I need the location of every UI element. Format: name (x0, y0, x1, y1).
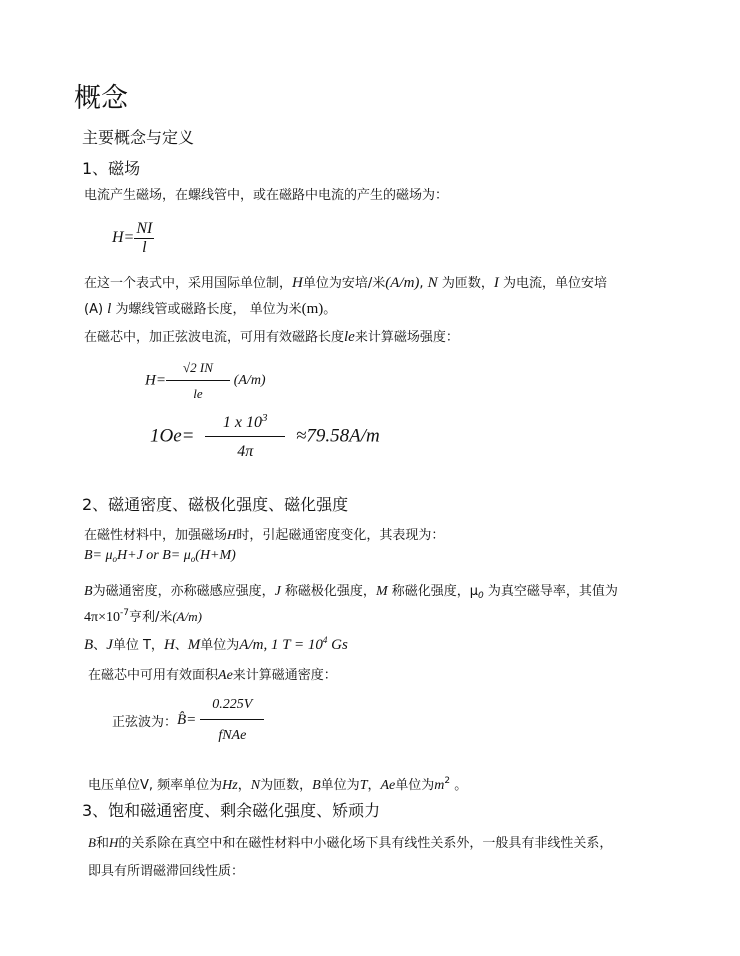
symbol-b: B (88, 835, 96, 850)
symbol-mu: μ (469, 584, 479, 599)
section-2-paragraph-6 (88, 774, 467, 794)
section-subtitle: 主要概念与定义 (82, 128, 195, 147)
text-run: 在磁芯中可用有效面积 (88, 668, 219, 683)
exponent: 2 (444, 776, 451, 786)
symbol-h: H (163, 637, 175, 653)
equation-b-h-j-m (84, 548, 236, 564)
section-1-paragraph-4 (84, 326, 459, 346)
text-run: 单位为 (200, 638, 240, 653)
symbol-ae: Ae (380, 778, 396, 793)
text-run: 单位为 (320, 778, 360, 793)
formula-label: 正弦波为： (112, 715, 178, 730)
formula-lhs: H= (112, 229, 135, 247)
text-run: 亨利/米 (128, 610, 173, 625)
section-3-paragraph-2: 即具有所谓磁滞回线性质： (88, 864, 245, 879)
symbol-m: M (187, 637, 201, 653)
formula-sine-wave-b (112, 697, 264, 744)
exponent: 4 (322, 635, 328, 645)
text-run: (A) (84, 302, 108, 317)
text-run: 来计算磁通密度： (232, 668, 337, 683)
section-2-heading: 2、磁通密度、磁极化强度、磁化强度 (82, 495, 349, 514)
unit-gs: Gs (327, 637, 348, 653)
formula-lhs: 1Oe= (150, 425, 195, 447)
text-run: 来计算磁场强度： (354, 330, 459, 345)
formula-numerator: 0.225V (212, 697, 253, 712)
text-run: ， (367, 778, 381, 793)
text-run: 的关系除在真空中和在磁性材料中小磁化场下具有线性关系外，一般具有非线性关系， (118, 836, 613, 851)
text-run: 时，引起磁通密度变化，其表现为： (236, 528, 445, 543)
formula-denominator: 4π (205, 436, 285, 461)
formula-denominator: l (134, 238, 154, 257)
unit-a-per-m: (A/m) (385, 275, 420, 291)
formula-denominator: le (166, 380, 230, 402)
text-run: 和 (95, 836, 109, 851)
section-3-paragraph-1 (88, 832, 612, 851)
section-2-paragraph-4 (84, 634, 348, 654)
text-run: 4π×10 (84, 610, 120, 625)
symbol-b: B (84, 637, 94, 653)
symbol-ae: Ae (218, 668, 233, 683)
formula-numerator: 1 x 10 (222, 414, 263, 431)
text-run: 、 (93, 638, 107, 653)
formula-numerator: √2 IN (183, 360, 213, 375)
formula-denominator: fNAe (200, 719, 264, 744)
text-run: 单位为安培/米 (302, 276, 386, 291)
text-run: , (419, 276, 428, 291)
formula-numerator-exponent: 3 (262, 412, 268, 424)
eq-subscript: o (190, 554, 196, 564)
symbol-m: M (375, 584, 388, 599)
section-2-paragraph-3 (84, 606, 202, 626)
symbol-b: B (312, 778, 321, 793)
symbol-h: H (292, 275, 303, 291)
text-run: ， (237, 778, 251, 793)
formula-lhs: B̂= (177, 712, 197, 728)
symbol-j: J (274, 584, 281, 599)
text-run: 、 (174, 638, 188, 653)
exponent: -7 (119, 608, 129, 618)
symbol-le: le (344, 329, 355, 345)
symbol-h: H (227, 527, 237, 542)
unit-conversion: A/m, 1 T = 10 (239, 637, 323, 653)
text-run: 。 (450, 778, 468, 793)
formula-numerator: NI (136, 220, 153, 237)
section-3-heading: 3、饱和磁通密度、剩余磁化强度、矫顽力 (82, 801, 381, 820)
section-1-paragraph-3 (84, 298, 336, 318)
unit-m: (m) (301, 301, 324, 317)
text-run: 在磁芯中，加正弦波电流，可用有效磁路长度 (84, 330, 345, 345)
mu-subscript: 0 (478, 591, 484, 601)
unit-a-per-m: (A/m) (172, 609, 202, 624)
symbol-j: J (106, 637, 113, 653)
section-1-paragraph-1: 电流产生磁场，在螺线管中，或在磁路中电流的产生的磁场为： (84, 188, 449, 203)
formula-unit: (A/m) (233, 373, 266, 388)
text-run: 为匝数， (260, 778, 313, 793)
unit-hz: Hz (222, 778, 238, 793)
symbol-n: N (427, 275, 438, 291)
symbol-n: N (250, 778, 261, 793)
text-run: 。 (323, 302, 337, 317)
text-run: 单位 T， (112, 638, 164, 653)
text-run: 为磁通密度，亦称磁感应强度， (92, 584, 275, 599)
formula-oersted-conversion (150, 412, 380, 461)
text-run: 单位为 (395, 778, 435, 793)
section-2-paragraph-1 (84, 524, 444, 543)
eq-part: (H+M) (195, 548, 236, 563)
eq-part: B= μ (84, 548, 113, 563)
text-run: 为螺线管或磁路长度， 单位为米 (111, 302, 302, 317)
text-run: 电压单位V, 频率单位为 (88, 778, 223, 793)
text-run: 在这一个表式中，采用国际单位制， (84, 276, 293, 291)
section-2-paragraph-2 (84, 580, 618, 601)
text-run: 在磁性材料中，加强磁场 (84, 528, 228, 543)
unit-m: m (434, 778, 445, 793)
unit-t: T (359, 778, 368, 793)
eq-subscript: o (112, 554, 118, 564)
text-run: 为匝数， (437, 276, 494, 291)
text-run: 为电流，单位安培 (498, 276, 607, 291)
page-title: 概念 (74, 83, 128, 114)
section-1-paragraph-2 (84, 272, 607, 292)
formula-h-ni-over-l (112, 220, 154, 257)
formula-lhs: H= (145, 372, 166, 389)
section-1-heading: 1、磁场 (82, 159, 141, 178)
text-run: 为真空磁导率，其值为 (483, 584, 618, 599)
symbol-l: l (107, 301, 112, 317)
symbol-i: I (493, 275, 499, 291)
text-run: 称磁化强度， (387, 584, 470, 599)
section-2-paragraph-5 (88, 664, 337, 684)
formula-rhs: ≈79.58A/m (295, 425, 380, 447)
symbol-b: B (84, 584, 93, 599)
symbol-h: H (108, 835, 119, 850)
eq-part: H+J or B= μ (117, 548, 191, 563)
text-run: 称磁极化强度， (280, 584, 376, 599)
formula-h-sqrt2-in-over-le (145, 360, 266, 402)
